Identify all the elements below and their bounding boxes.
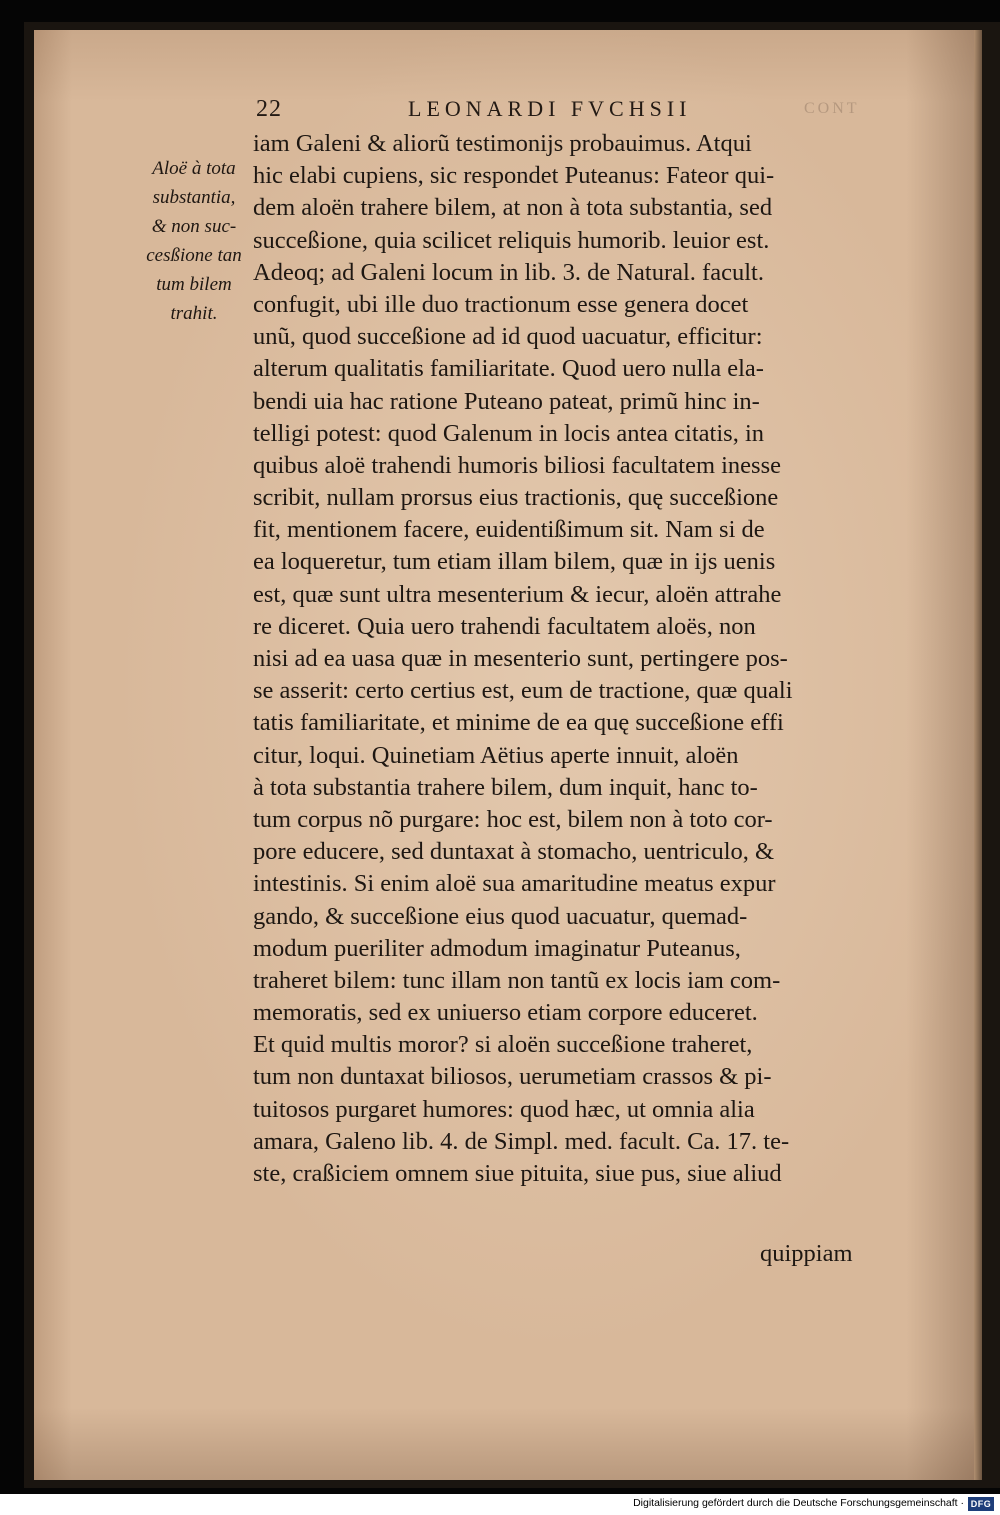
catchword: quippiam [760,1240,853,1267]
text-line: pore educere, sed duntaxat à stomacho, uentriculo, & [253,838,775,866]
text-line: ea loqueretur, tum etiam illam bilem, quæ in ijs uenis [253,548,776,576]
text-line: tum non duntaxat biliosos, uerumetiam crassos & pi- [253,1063,772,1091]
dfg-logo-icon: DFG [968,1497,994,1511]
text-line: iam Galeni & aliorũ testimonijs probauimus. Atqui [253,130,752,157]
running-head-title: LEONARDI FVCHSII [408,96,692,121]
text-line: re diceret. Quia uero trahendi facultatem aloës, non [253,612,756,640]
text-line: citur, loqui. Quinetiam Aëtius aperte innuit, aloën [253,741,739,769]
text-line: intestinis. Si enim aloë sua amaritudine meatus expur [253,870,776,898]
text-line: confugit, ubi ille duo tractionum esse genera docet [253,290,749,318]
text-line: dem aloën trahere bilem, at non à tota substantia, sed [253,194,773,222]
marginal-note-line: tum bilem [156,274,232,295]
text-line: traheret bilem: tunc illam non tantũ ex locis iam com- [253,966,781,994]
text-line: Et quid multis moror? si aloën succeßione traheret, [253,1031,753,1059]
text-line: scribit, nullam prorsus eius tractionis, quę succeßione [253,484,779,512]
text-line: alterum qualitatis familiaritate. Quod uero nulla ela- [253,355,764,383]
page-number: 22 [256,96,282,122]
text-line: à tota substantia trahere bilem, dum inquit, hanc to- [253,773,758,801]
text-line: memoratis, sed ex uniuerso etiam corpore educeret. [253,999,758,1027]
text-line: tatis familiaritate, et minime de ea quę succeßione effi [253,709,784,737]
text-line: quibus aloë trahendi humoris biliosi facultatem inesse [253,451,781,479]
text-line: gando, & succeßione eius quod uacuatur, quemad- [253,902,748,930]
text-line: nisi ad ea uasa quæ in mesenterio sunt, pertingere pos- [253,645,788,672]
text-line: modum pueriliter admodum imaginatur Puteanus, [253,934,741,962]
marginal-note-line: substantia, [152,187,236,208]
text-line: tum corpus nõ purgare: hoc est, bilem non à toto cor- [253,805,773,833]
text-line: succeßione, quia scilicet reliquis humorib. leuior est. [253,226,770,254]
text-line: ste, craßiciem omnem siue pituita, siue pus, siue aliud [253,1160,782,1187]
running-head-bleedthrough: CONT [804,100,860,117]
footer-bar [0,1494,1000,1515]
text-line: hic elabi cupiens, sic respondet Puteanus: Fateor qui- [253,162,775,190]
text-line: fit, mentionem facere, euidentißimum sit. Nam si de [253,516,765,544]
marginal-note-line: Aloë à tota [152,158,236,179]
marginal-note-line: cesßione tan [146,245,242,266]
text-line: Adeoq; ad Galeni locum in lib. 3. de Natural. facult. [253,258,764,286]
page-edge [974,30,982,1480]
marginal-note [134,154,254,328]
body-text [253,128,893,1190]
running-head [256,96,876,130]
text-line: telligi potest: quod Galenum in locis antea citatis, in [253,419,764,447]
text-line: est, quæ sunt ultra mesenterium & iecur, aloën attrahe [253,580,782,608]
text-line: tuitosos purgaret humores: quod hæc, ut omnia alia [253,1095,755,1123]
text-line: amara, Galeno lib. 4. de Simpl. med. facult. Ca. 17. te- [253,1127,790,1155]
text-line: se asserit: certo certius est, eum de tractione, quæ quali [253,677,793,705]
funding-credit: Digitalisierung gefördert durch die Deutsche Forschungsgemeinschaft · [633,1497,964,1509]
text-line: bendi uia hac ratione Puteano pateat, primũ hinc in- [253,387,760,415]
marginal-note-line: trahit. [170,303,218,324]
text-line: unũ, quod succeßione ad id quod uacuatur, efficitur: [253,323,763,351]
marginal-note-line: & non suc- [151,216,237,237]
